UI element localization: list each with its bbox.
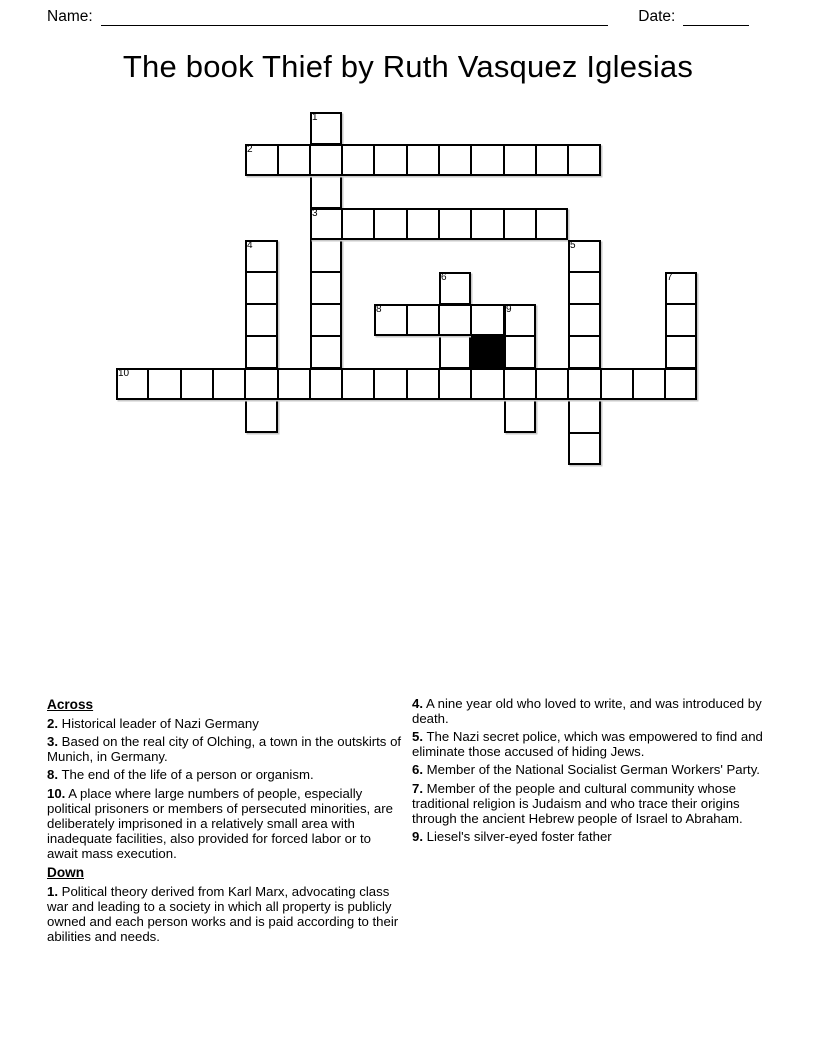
cell-number-9: 9 [506,304,512,315]
crossword-cell[interactable] [536,368,568,400]
clue-text: Member of the National Socialist German Workers' Party. [426,762,760,778]
clue-down-1 [47,884,403,944]
crossword-cell[interactable] [245,368,278,400]
crossword-cell[interactable] [407,208,439,240]
crossword-cell[interactable] [568,304,601,336]
crossword-cell[interactable] [148,368,181,400]
cell-number-2: 2 [247,144,253,155]
crossword-cell[interactable] [504,368,536,400]
clue-text: A place where large numbers of people, especially political prisoners or members of persecuted minorities, are deliberately imprisoned in a relatively small area with inadequate facilities, also provided for forced labor or to await mass execution. [47,785,393,861]
crossword-cell[interactable] [278,144,310,176]
crossword-cell[interactable] [310,144,342,176]
crossword-cell[interactable] [536,144,568,176]
crossword-cell[interactable] [278,368,310,400]
clue-number: 3. [47,734,58,750]
crossword-cell[interactable] [568,400,601,433]
clue-number: 9. [412,828,423,844]
crossword-cell[interactable] [310,368,342,400]
crossword-cell[interactable] [504,400,536,433]
crossword-cell[interactable] [439,336,471,368]
crossword-grid [0,0,816,500]
clue-text: The Nazi secret police, which was empowered to find and eliminate those accused of hiding Jews. [412,729,763,760]
clue-text: Liesel's silver-eyed foster father [426,828,612,844]
crossword-cell[interactable] [310,176,342,208]
crossword-cell[interactable] [471,368,504,400]
crossword-cell[interactable] [245,336,278,368]
crossword-cell[interactable] [665,368,697,400]
clue-number: 1. [47,883,58,899]
clue-down-4 [412,696,768,726]
crossword-cell[interactable] [504,144,536,176]
clues-section [47,696,768,947]
crossword-cell[interactable] [342,208,374,240]
clue-down-5 [412,729,768,759]
crossword-cell[interactable] [374,208,407,240]
clue-down-6 [412,762,768,777]
clue-text: Member of the people and cultural community whose traditional religion is Judaism and who trace their origins through the ancient Hebrew people of Israel to Abraham. [412,780,743,826]
crossword-cell[interactable] [665,336,697,368]
cell-number-5: 5 [570,240,576,251]
crossword-cell[interactable] [439,304,471,336]
clue-number: 2. [47,716,58,731]
crossword-cell[interactable] [568,336,601,368]
page-title: The book Thief by Ruth Vasquez Iglesias [122,49,694,84]
crossword-cell[interactable] [342,144,374,176]
across-heading: Across [47,697,94,712]
crossword-cell[interactable] [633,368,665,400]
crossword-cell[interactable] [471,144,504,176]
clue-down-7 [412,781,768,826]
date-label: Date: [638,8,676,25]
crossword-cell[interactable] [504,336,536,368]
crossword-cell[interactable] [245,400,278,433]
cell-number-4: 4 [247,240,253,251]
clues-column-left [47,696,403,947]
clue-number: 8. [47,767,58,783]
clue-number: 10. [47,785,66,801]
clue-text: Political theory derived from Karl Marx, advocating class war and leading to a society in which all property is publicly owned and each person works and is paid according to their abilities and needs. [47,883,399,944]
crossword-cell[interactable] [342,368,374,400]
crossword-cell[interactable] [181,368,213,400]
cell-number-1: 1 [312,112,318,123]
cell-number-3: 3 [312,208,318,219]
clue-down-9 [412,829,768,844]
clue-number: 7. [412,780,423,796]
clue-across-8 [47,767,403,782]
crossword-cell[interactable] [245,304,278,336]
down-heading: Down [47,864,84,880]
clue-text: A nine year old who loved to write, and was introduced by death. [412,696,762,726]
crossword-cell[interactable] [504,208,536,240]
crossword-cell[interactable] [471,208,504,240]
crossword-cell[interactable] [439,144,471,176]
crossword-cell[interactable] [601,368,633,400]
clue-number: 5. [412,729,423,745]
name-label: Name: [47,8,93,25]
crossword-cell[interactable] [568,144,601,176]
crossword-cell[interactable] [213,368,245,400]
crossword-cell[interactable] [407,368,439,400]
crossword-cell[interactable] [407,144,439,176]
cell-number-6: 6 [441,272,447,283]
crossword-cell[interactable] [665,304,697,336]
clue-text: The end of the life of a person or organism. [61,767,314,783]
clues-column-right [412,696,768,947]
cell-number-10: 10 [118,368,130,379]
crossword-cell[interactable] [310,240,342,272]
crossword-cell[interactable] [407,304,439,336]
cell-number-8: 8 [376,304,382,315]
crossword-cell[interactable] [310,336,342,368]
clue-across-10 [47,786,403,861]
crossword-cell[interactable] [310,272,342,304]
crossword-cell[interactable] [568,433,601,465]
crossword-cell[interactable] [374,144,407,176]
crossword-cell[interactable] [439,208,471,240]
crossword-cell[interactable] [568,272,601,304]
cell-number-7: 7 [667,272,673,283]
crossword-cell[interactable] [471,304,504,336]
crossword-cell[interactable] [439,368,471,400]
crossword-cell[interactable] [374,368,407,400]
clue-across-2 [47,716,403,731]
crossword-cell[interactable] [536,208,568,240]
clue-number: 6. [412,762,423,778]
black-cell [471,336,504,368]
clue-text: Historical leader of Nazi Germany [61,716,259,731]
clue-text: Based on the real city of Olching, a town in the outskirts of Munich, in Germany. [47,734,402,765]
crossword-cell[interactable] [245,272,278,304]
crossword-cell[interactable] [568,368,601,400]
clue-number: 4. [412,696,423,711]
crossword-cell[interactable] [310,304,342,336]
clue-across-3 [47,734,403,764]
